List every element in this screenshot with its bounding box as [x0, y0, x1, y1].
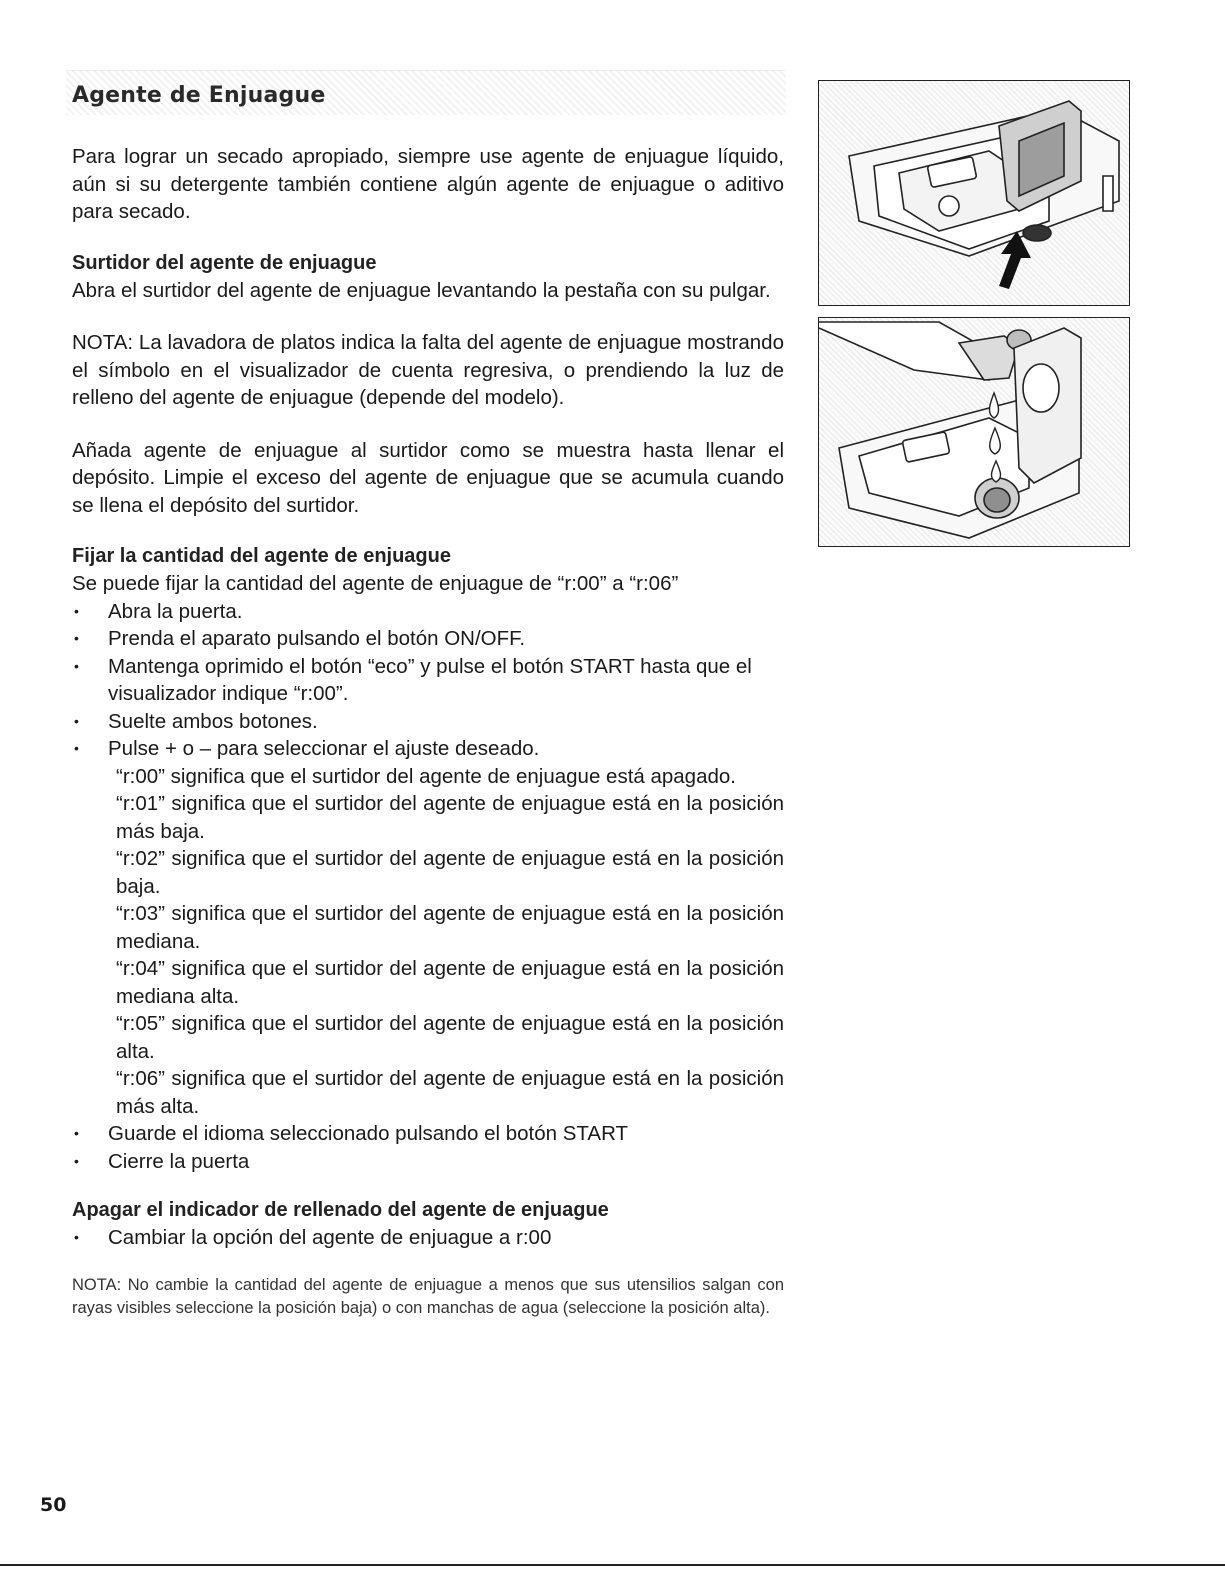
setting-item: “r:03” significa que el surtidor del agente de enjuague está en la posición mediana. [116, 902, 784, 953]
content-column [72, 70, 784, 1320]
heading-band [66, 70, 786, 115]
dispenser-paragraph: Abra el surtidor del agente de enjuague levantando la pestaña con su pulgar. [72, 278, 771, 302]
list-item: • Mantenga oprimido el botón “eco” y pulse el botón START hasta que el visualizador indique “r:00”. [72, 653, 784, 708]
intro-paragraph: Para lograr un secado apropiado, siempre use agente de enjuague líquido, aún si su detergente también contiene algún agente de enjuague o aditivo para secado. [72, 145, 784, 223]
setting-item: “r:02” significa que el surtidor del agente de enjuague está en la posición baja. [116, 847, 784, 898]
list-item: • Cambiar la opción del agente de enjuague a r:00 [72, 1224, 784, 1252]
dispenser-heading: Surtidor del agente de enjuague [72, 251, 377, 274]
indicator-steps-list [72, 1224, 784, 1252]
list-item: • Pulse + o – para seleccionar el ajuste deseado. [72, 735, 784, 763]
add-paragraph: Añada agente de enjuague al surtidor como se muestra hasta llenar el depósito. Limpie el exceso del agente de enjuague que se acumula cuando se llena el depósito del surtidor. [72, 438, 784, 517]
bottom-rule [0, 1564, 1225, 1566]
list-item: • Cierre la puerta [72, 1148, 784, 1176]
setting-item: “r:00” significa que el surtidor del agente de enjuague está apagado. [116, 764, 736, 788]
final-steps-list [72, 1120, 784, 1175]
setting-item: “r:04” significa que el surtidor del agente de enjuague está en la posición mediana alta. [116, 957, 784, 1008]
filling-rinse-agent-illustration [818, 317, 1130, 547]
amount-intro: Se puede fijar la cantidad del agente de enjuague de “r:00” a “r:06” [72, 572, 679, 595]
small-note-paragraph: NOTA: No cambie la cantidad del agente de enjuague a menos que sus utensilios salgan con rayas visibles seleccione la posición baja) o con manchas de agua (seleccione la posición alta). [72, 1275, 784, 1317]
list-item: • Guarde el idioma seleccionado pulsando el botón START [72, 1120, 784, 1148]
setting-item: “r:01” significa que el surtidor del agente de enjuague está en la posición más baja. [116, 792, 784, 843]
amount-heading: Fijar la cantidad del agente de enjuague [72, 545, 451, 567]
page-heading: Agente de Enjuague [72, 83, 326, 108]
note-paragraph: NOTA: La lavadora de platos indica la falta del agente de enjuague mostrando el símbolo en el visualizador de cuenta regresiva, o prendiendo la luz de relleno del agente de enjuague (depende del modelo). [72, 331, 784, 409]
amount-steps-list [72, 598, 784, 763]
list-item: • Abra la puerta. [72, 598, 784, 626]
list-item: • Prenda el aparato pulsando el botón ON/OFF. [72, 625, 784, 653]
settings-list [72, 763, 784, 1121]
page-number: 50 [40, 1494, 67, 1516]
dispenser-open-illustration [818, 80, 1130, 306]
setting-item: “r:05” significa que el surtidor del agente de enjuague está en la posición alta. [116, 1012, 784, 1063]
list-item: • Suelte ambos botones. [72, 708, 784, 736]
setting-item: “r:06” significa que el surtidor del agente de enjuague está en la posición más alta. [116, 1067, 784, 1118]
indicator-heading: Apagar el indicador de rellenado del agente de enjuague [72, 1199, 609, 1221]
